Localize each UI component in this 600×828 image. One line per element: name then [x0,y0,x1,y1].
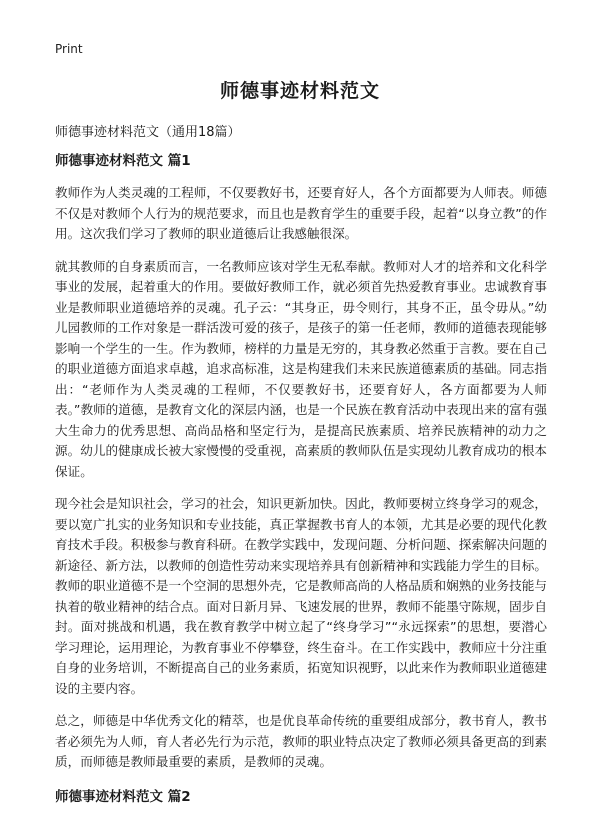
section-heading-2: 师德事迹材料范文 篇2 [55,788,191,805]
document-body [55,149,547,819]
print-link[interactable]: Print [55,42,83,56]
document-subtitle: 师德事迹材料范文（通用18篇） [55,125,241,140]
paragraph: 就其教师的自身素质而言，一名教师应该对学生无私奉献。教师对人才的培养和文化科学事业的发展，起着重大的作用。要做好教师工作，就必须首先热爱教育事业。忠诚教育事业是教师职业道德培养的灵魂。孔子云：“其身正，毋令则行，其身不正，虽令毋从。”幼儿园教师的工作对象是一群活泼可爱的孩子，是孩子的第一任老师，教师的道德表现能够影响一个学生的一生。作为教师，榜样的力量是无穷的，其身教必然重于言教。要在自己的职业道德方面追求卓越，追求高标准，这是构建我们未来民族道德素质的基础。同志指出：“老师作为人类灵魂的工程师，不仅要教好书，还要育好人，各方面都要为人师表。”教师的道德，是教育文化的深层内涵，也是一个民族在教育活动中表现出来的富有强大生命力的优秀思想、高尚品格和坚定行为，是提高民族素质、培养民族精神的动力之源。幼儿的健康成长被大家慢慢的受重视，高素质的教师队伍是实现幼儿教育成功的根本保证。 [55,258,547,479]
paragraph: 教师作为人类灵魂的工程师，不仅要教好书，还要育好人，各个方面都要为人师表。师德不仅是对教师个人行为的规范要求，而且也是教育学生的重要手段，起着“以身立教”的作用。这次我们学习了教师的职业道德后让我感触很深。 [55,185,547,241]
section-heading-1: 师德事迹材料范文 篇1 [55,153,191,169]
page-title: 师德事迹材料范文 [219,80,380,102]
paragraph: 总之，师德是中华优秀文化的精萃，也是优良革命传统的重要组成部分，教书育人，教书者必须先为人师，育人者必先行为示范，教师的职业特点决定了教师必须具备更高的到素质，而师德是教师最重要的素质，是教师的灵魂。 [55,713,547,769]
paragraph: 现今社会是知识社会，学习的社会，知识更新加快。因此，教师要树立终身学习的观念，要以宽广扎实的业务知识和专业技能，真正掌握教书育人的本领，尤其是必要的现代化教育技术手段。积极参与教育科研。在教学实践中，发现问题、分析问题、探索解决问题的新途径、新方法，以教师的创造性劳动来实现培养具有创新精神和实践能力学生的目标。教师的职业道德不是一个空洞的思想外壳，它是教师高尚的人格品质和娴熟的业务技能与执着的敬业精神的结合点。面对日新月异、飞速发展的世界，教师不能墨守陈规，固步自封。面对挑战和机遇，我在教育教学中树立起了“终身学习”“永远探索”的思想，要潜心学习理论，运用理论，为教育事业不停攀登，终生奋斗。在工作实践中，教师应十分注重自身的业务培训，不断提高自己的业务素质，拓宽知识视野，以此来作为教师职业道德建设的主要内容。 [55,496,547,696]
